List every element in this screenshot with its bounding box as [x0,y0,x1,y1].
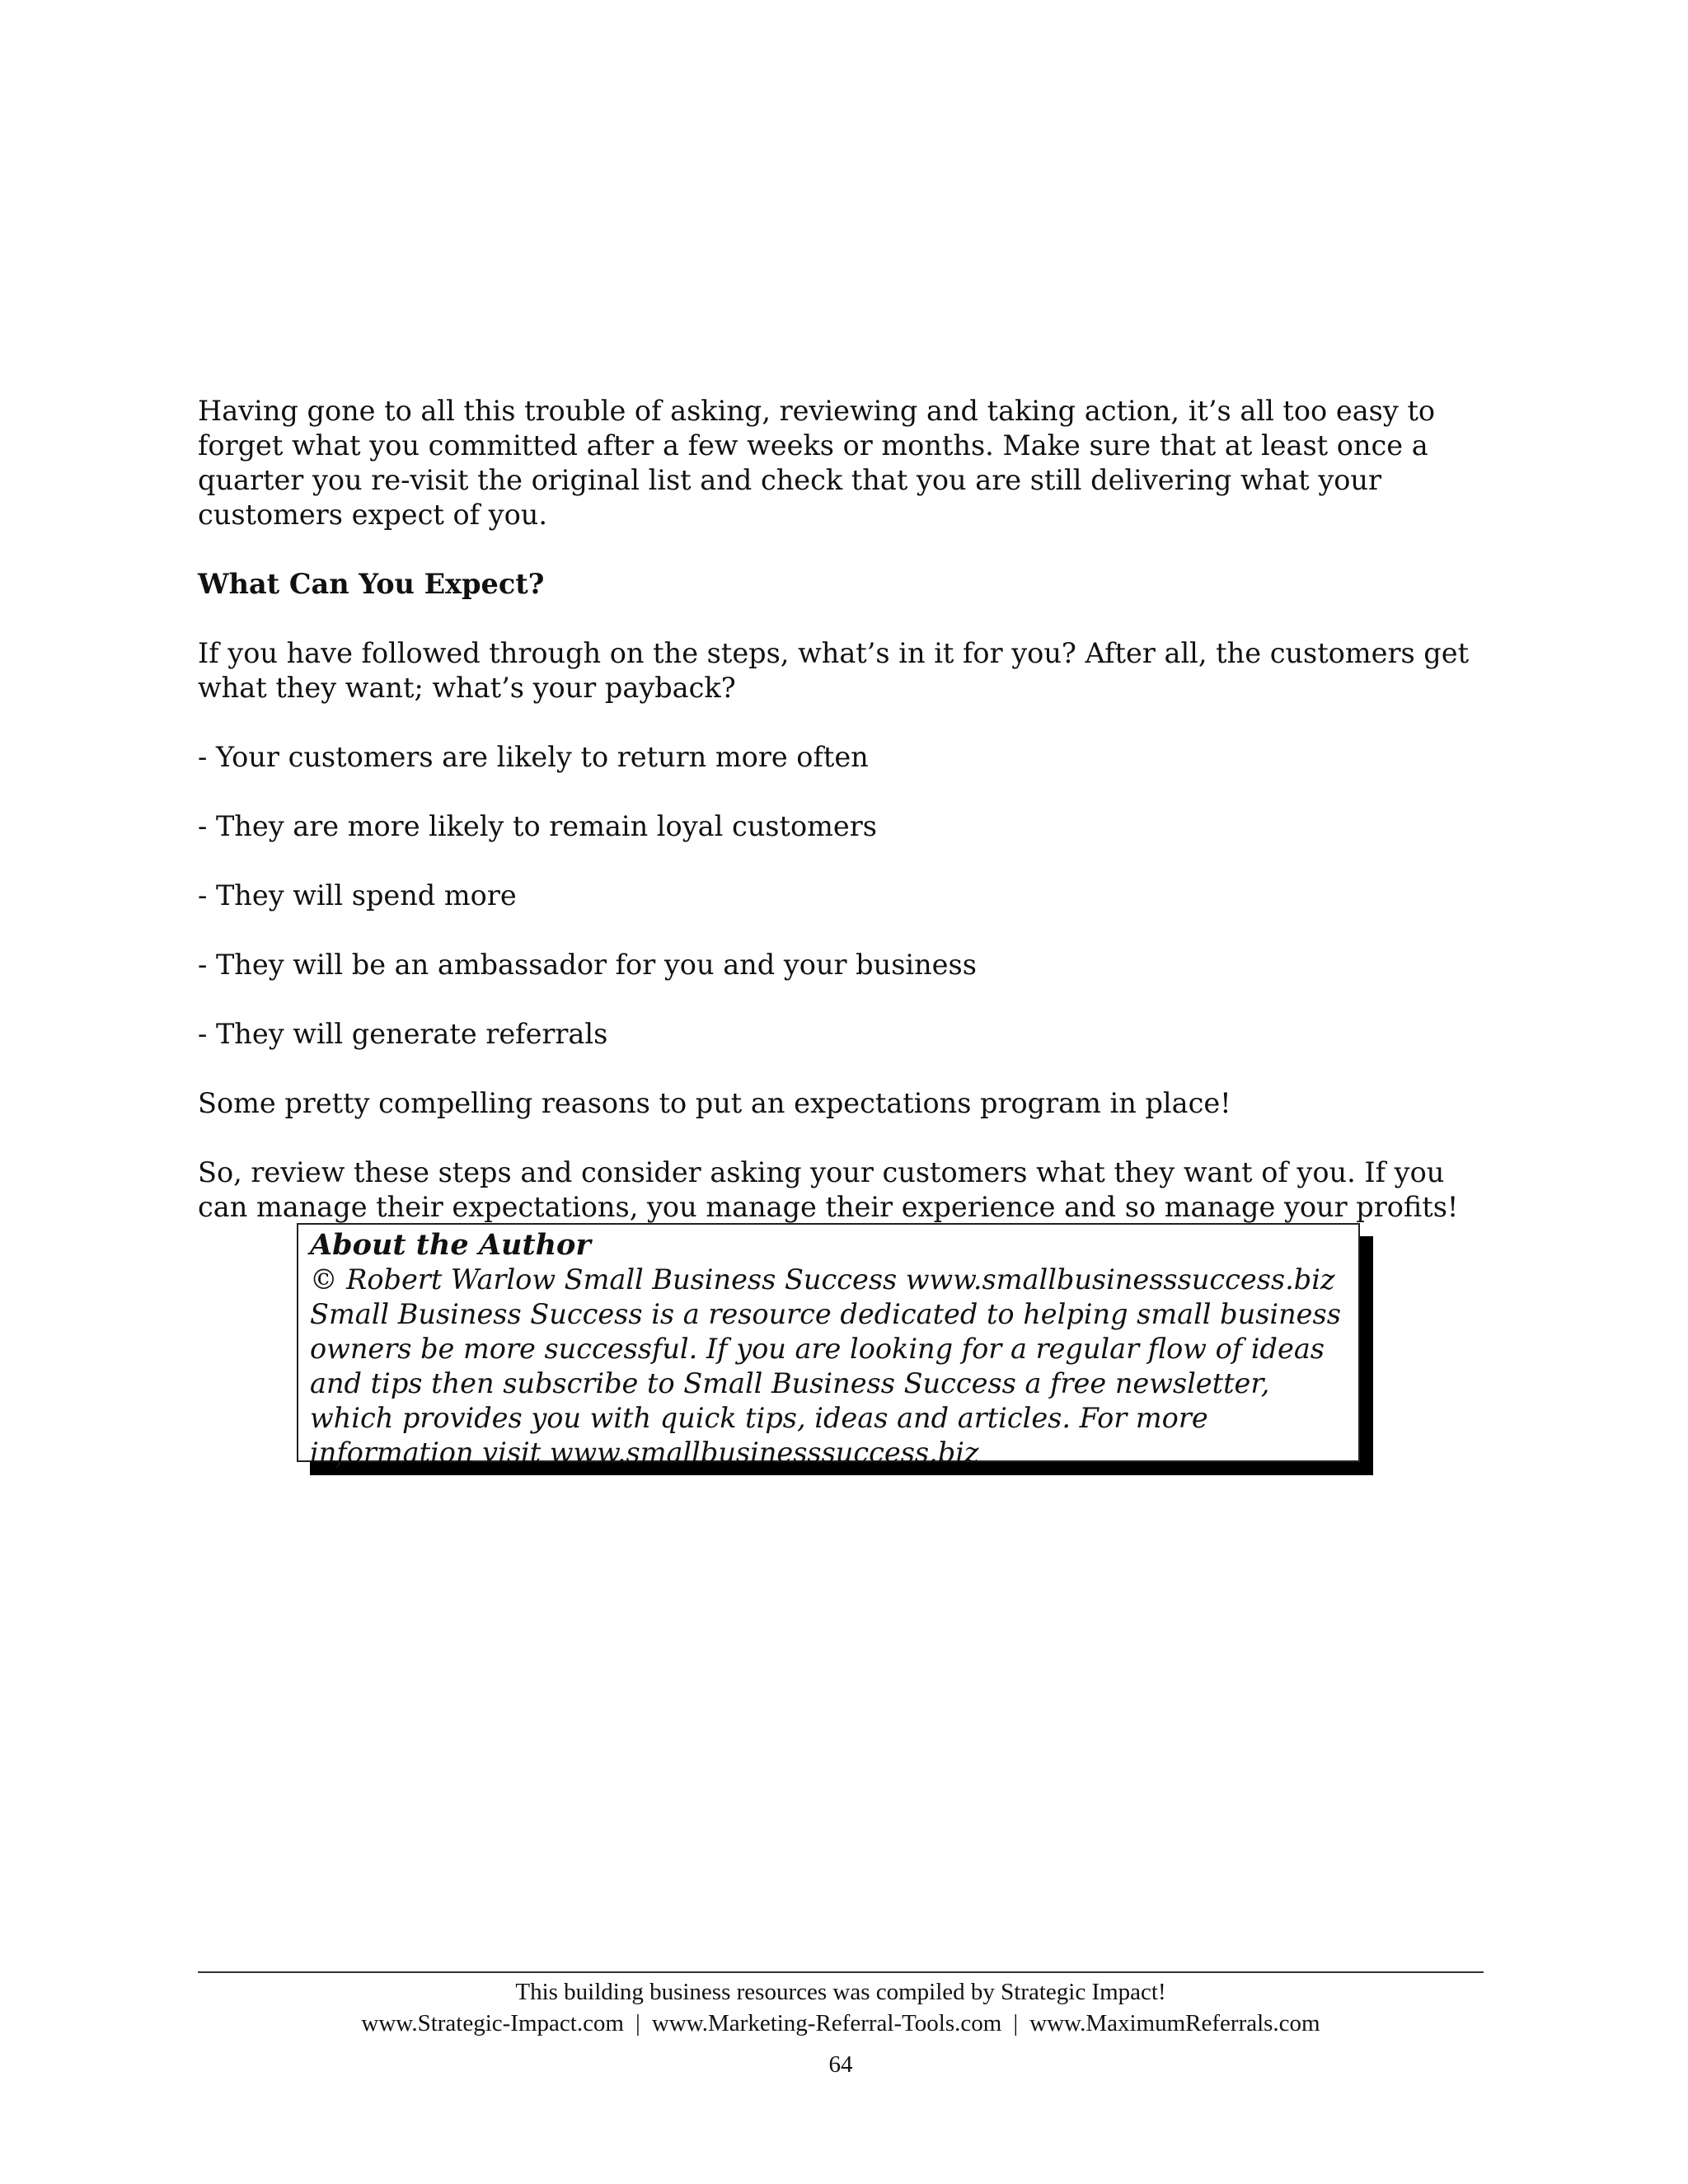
list-item: - They will spend more [198,879,517,912]
paragraph-compelling: Some pretty compelling reasons to put an expectations program in place! [198,1087,1231,1119]
footer-separator: | [1013,2010,1019,2036]
list-item: - They are more likely to remain loyal customers [198,810,877,842]
list-item: - Your customers are likely to return more often [198,741,869,773]
paragraph-payback: If you have followed through on the steps, what’s in it for you? After all, the customers get what they want; what’s your payback? [198,637,1470,704]
footer-link-marketing-referral-tools[interactable]: www.Marketing-Referral-Tools.com [651,2010,1002,2036]
paragraph-conclusion: So, review these steps and consider asking your customers what they want of you. If you can manage their expectations, you manage their experience and so manage your profits! [198,1156,1459,1223]
list-item: - They will generate referrals [198,1018,608,1050]
section-heading: What Can You Expect? [198,568,545,600]
main-content [198,394,1484,1259]
page-footer [198,1976,1484,2039]
author-box-title: About the Author [310,1228,591,1262]
footer-link-maximum-referrals[interactable]: www.MaximumReferrals.com [1029,2010,1320,2036]
footer-link-strategic-impact[interactable]: www.Strategic-Impact.com [361,2010,624,2036]
about-author-box [297,1223,1360,1469]
paragraph-revisit: Having gone to all this trouble of asking, reviewing and taking action, it’s all too easy to forget what you committed after a few weeks or months. Make sure that at least once a quarter you re-visit the original list and check that you are still delivering what your customers expect of you. [198,395,1436,531]
footer-separator: | [635,2010,640,2036]
footer-credit: This building business resources was compiled by Strategic Impact! [515,1979,1166,2005]
page-number: 64 [828,2051,853,2078]
footer-links [198,2008,1484,2039]
author-box-text: © Robert Warlow Small Business Success www.smallbusinesssuccess.biz Small Business Success is a resource dedicated to helping small business owners be more successful. If you are looking for a regular flow of ideas and tips then subscribe to Small Business Success a free newsletter, which provides you with quick tips, ideas and articles. For more information visit www.smallbusinesssuccess.biz [310,1263,1341,1469]
list-item: - They will be an ambassador for you and your business [198,949,977,981]
footer-divider [198,1971,1484,1973]
